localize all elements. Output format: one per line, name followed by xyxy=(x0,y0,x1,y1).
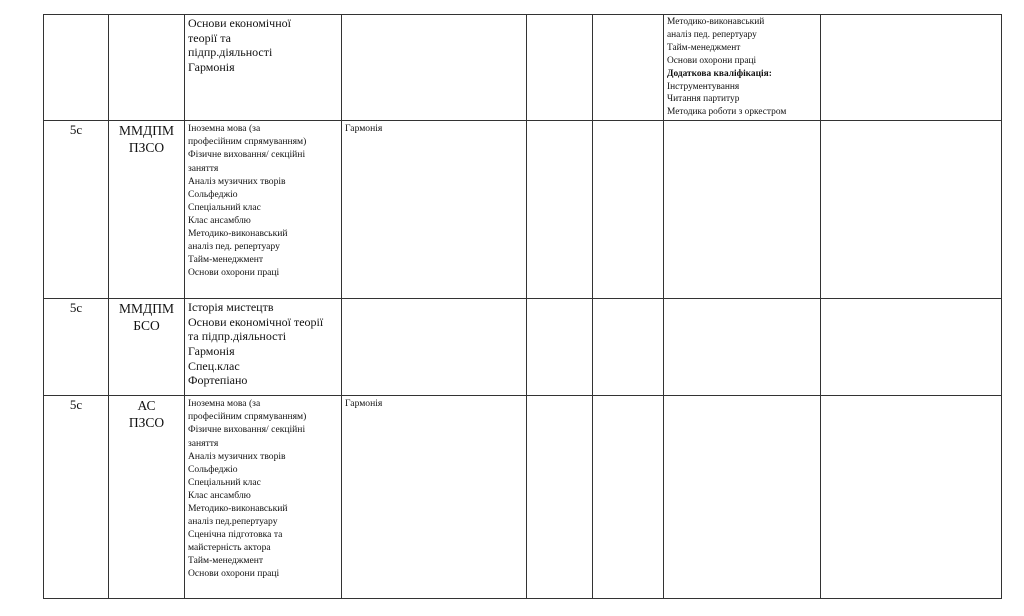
subject-line: аналіз пед. репертуару xyxy=(667,29,757,40)
row-number xyxy=(44,15,109,121)
subject-line: та підпр.діяльності xyxy=(188,329,287,344)
subject-line: Основи охорони праці xyxy=(188,267,280,279)
empty-cell xyxy=(664,396,821,599)
group-cell xyxy=(109,15,185,121)
subject-line: Історія мистецтв xyxy=(188,300,274,315)
group-cell xyxy=(109,396,185,599)
subject-line: Спеціальний клас xyxy=(188,476,261,488)
schedule-table xyxy=(43,14,1002,599)
subject-line: Тайм-менеджмент xyxy=(188,254,264,266)
subject-line: Тайм-менеджмент xyxy=(667,42,741,53)
subject-line: Сольфеджіо xyxy=(188,463,238,475)
row-number: 5с xyxy=(44,299,109,396)
table-row xyxy=(44,121,1002,299)
subject-line: Іноземна мова (за xyxy=(188,123,261,135)
subject-line: професійним спрямуванням) xyxy=(188,411,307,423)
subject-line: Основи економічної xyxy=(188,16,291,30)
empty-cell xyxy=(821,396,1002,599)
subject-line: Основи економічної теорії xyxy=(188,314,324,329)
subject-line: підпр.діяльності xyxy=(188,45,273,60)
empty-cell xyxy=(821,121,1002,299)
empty-cell xyxy=(593,396,664,599)
extra-qualification-heading: Додаткова кваліфікація: xyxy=(667,68,772,79)
subject-line: Фортепіано xyxy=(188,373,248,388)
subjects-cell xyxy=(185,299,342,396)
group-name: ММДПМ xyxy=(119,301,174,317)
empty-cell xyxy=(527,121,593,299)
empty-cell xyxy=(527,15,593,121)
subject-line: Аналіз музичних творів xyxy=(188,450,286,462)
group-cell xyxy=(109,121,185,299)
subject-line: професійним спрямуванням) xyxy=(188,136,307,148)
empty-cell xyxy=(527,396,593,599)
exam-cell: Гармонія xyxy=(342,121,527,299)
subjects-cell xyxy=(185,121,342,299)
empty-cell xyxy=(593,15,664,121)
empty-cell xyxy=(664,121,821,299)
group-name: АС xyxy=(137,398,156,414)
group-level: ПЗСО xyxy=(128,140,165,156)
empty-cell xyxy=(664,299,821,396)
subject-line: заняття xyxy=(188,162,219,174)
subjects-cell xyxy=(185,396,342,599)
empty-cell xyxy=(593,299,664,396)
subject-line: Клас ансамблю xyxy=(188,489,251,501)
subject-line: Спец.клас xyxy=(188,358,240,373)
subject-line: Основи охорони праці xyxy=(667,55,757,66)
subject-line: Методика роботи з оркестром xyxy=(667,107,787,118)
group-cell xyxy=(109,299,185,396)
subject-line: Сценічна підготовка та xyxy=(188,529,283,541)
subject-line: Методико-виконавський xyxy=(188,503,288,514)
group-level: ПЗСО xyxy=(128,415,165,431)
subject-line: Фізичне виховання/ секційні xyxy=(188,424,306,436)
empty-cell xyxy=(821,15,1002,121)
subject-line: Сольфеджіо xyxy=(188,188,238,200)
subject-line: Гармонія xyxy=(188,59,235,74)
qualification-cell xyxy=(664,15,821,121)
subject-line: Фізичне виховання/ секційні xyxy=(188,149,306,161)
subject-line: Тайм-менеджмент xyxy=(188,555,264,567)
subject-line: Спеціальний клас xyxy=(188,201,261,213)
row-number: 5с xyxy=(44,121,109,299)
subject-line: аналіз пед.репертуару xyxy=(188,516,278,528)
subject-line: Клас ансамблю xyxy=(188,214,251,226)
empty-cell xyxy=(821,299,1002,396)
subject-line: Методико-виконавський xyxy=(667,17,765,27)
table-row xyxy=(44,396,1002,599)
subject-line: Іноземна мова (за xyxy=(188,398,261,410)
exam-cell: Гармонія xyxy=(342,396,527,599)
subject-line: Інструментування xyxy=(667,81,740,92)
subject-line: Читання партитур xyxy=(667,94,740,105)
subject-line: аналіз пед. репертуару xyxy=(188,241,280,253)
empty-cell xyxy=(527,299,593,396)
row-number: 5с xyxy=(44,396,109,599)
table-row xyxy=(44,299,1002,396)
subject-line: теорії та xyxy=(188,30,231,45)
subject-line: Методико-виконавський xyxy=(188,228,288,239)
subject-line: майстерність актора xyxy=(188,542,271,554)
exam-cell xyxy=(342,15,527,121)
empty-cell xyxy=(593,121,664,299)
group-level: БСО xyxy=(133,318,160,334)
subject-line: заняття xyxy=(188,437,219,449)
subjects-cell xyxy=(185,15,342,121)
table-row xyxy=(44,15,1002,121)
subject-line: Аналіз музичних творів xyxy=(188,175,286,187)
subject-line: Гармонія xyxy=(188,344,235,359)
group-name: ММДПМ xyxy=(119,123,174,139)
subject-line: Основи охорони праці xyxy=(188,568,280,580)
exam-cell xyxy=(342,299,527,396)
